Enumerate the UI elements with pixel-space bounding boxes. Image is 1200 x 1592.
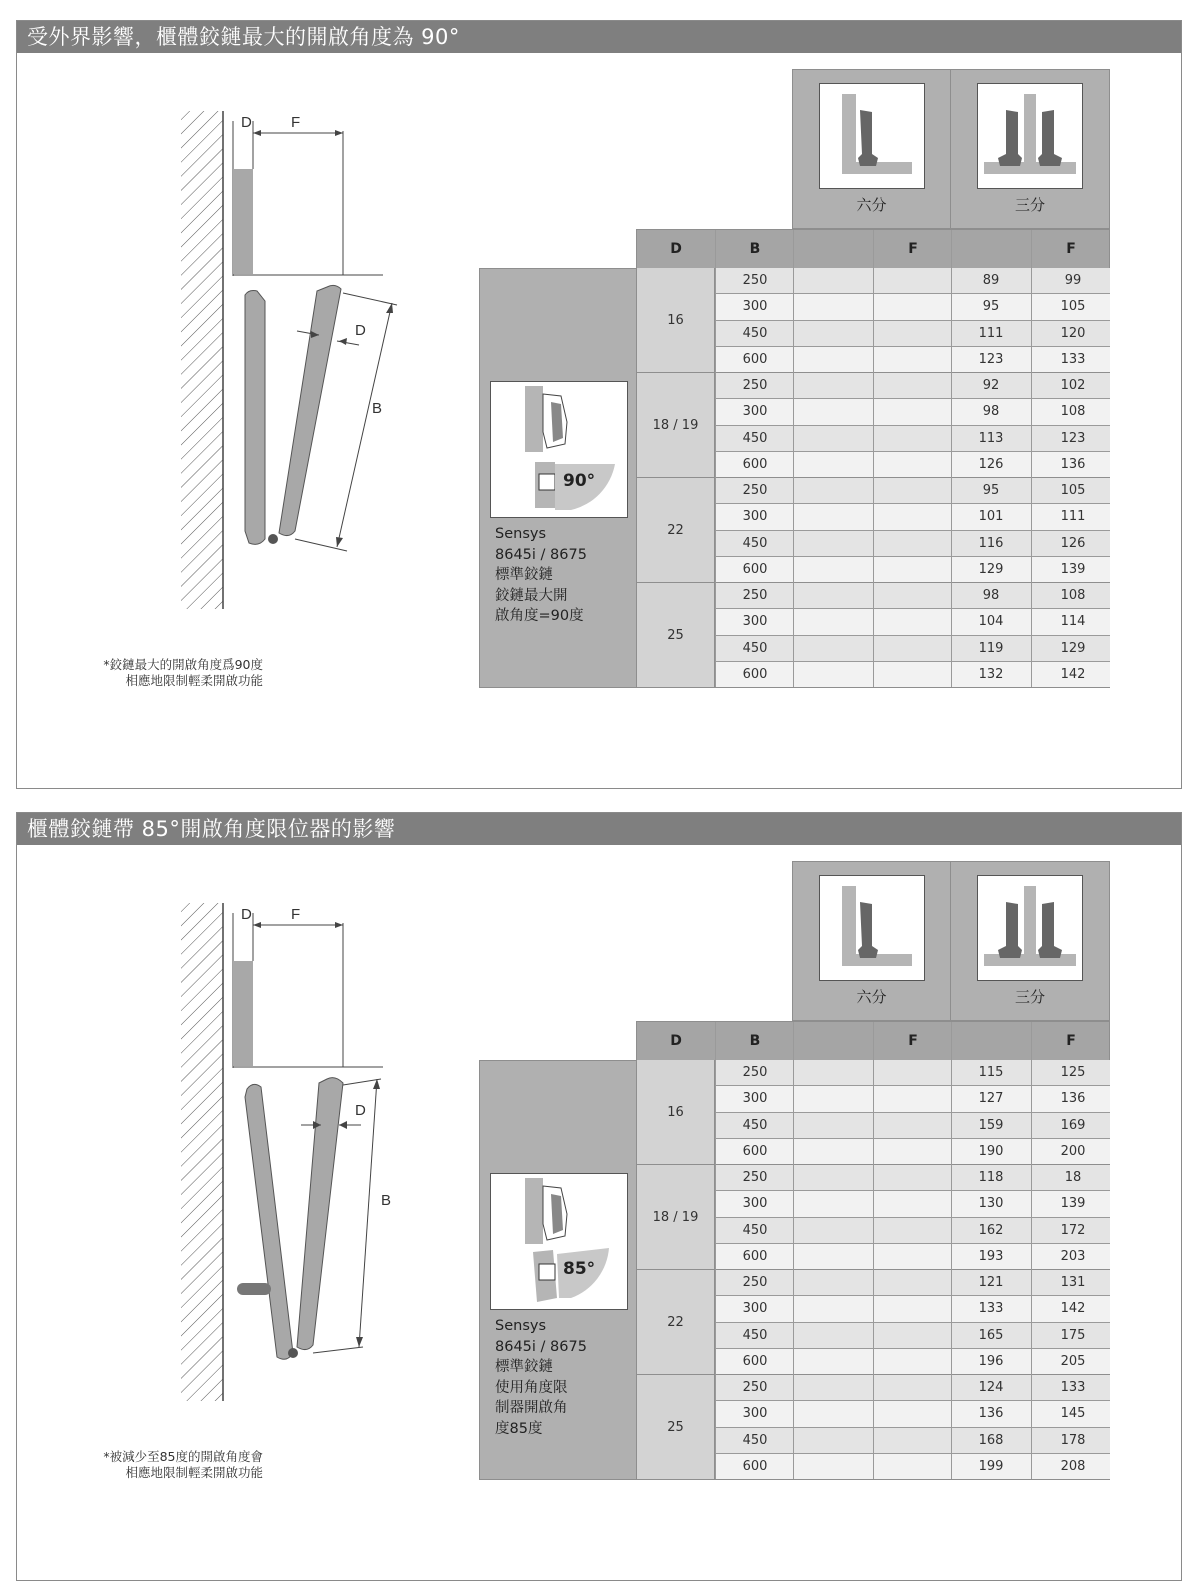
d-group-cell: 16 — [637, 268, 715, 373]
table-row — [715, 1086, 1110, 1112]
f-three-value: 139 — [1060, 561, 1086, 577]
b-value: 600 — [742, 456, 768, 472]
header-overlay-three — [950, 69, 1110, 229]
d-group-cell: 16 — [637, 1060, 715, 1165]
table-row — [715, 1428, 1110, 1454]
product-description — [495, 524, 587, 627]
f-value-table — [636, 268, 1110, 688]
product-description — [495, 1316, 587, 1439]
b-value: 250 — [742, 1275, 768, 1290]
f-three-value: 200 — [1060, 1143, 1086, 1159]
f-three-value: 133 — [1060, 1380, 1086, 1395]
table-row — [715, 1060, 1110, 1086]
header-three-label: 三分 — [1014, 988, 1045, 1006]
b-value: 300 — [742, 1301, 768, 1317]
f-six-value: 118 — [978, 1170, 1004, 1185]
b-value: 450 — [742, 535, 768, 551]
d-group-cell: 22 — [637, 1270, 715, 1375]
b-value: 250 — [742, 483, 768, 498]
b-value: 300 — [742, 1196, 768, 1212]
b-value: 600 — [742, 1353, 768, 1369]
b-value: 250 — [742, 1380, 768, 1395]
header-three-label: 三分 — [1014, 196, 1045, 214]
b-value: 300 — [742, 614, 768, 630]
table-row — [715, 294, 1110, 320]
d-group-cell: 22 — [637, 478, 715, 583]
b-value: 250 — [742, 1170, 768, 1185]
overlay-three-icon — [977, 83, 1083, 189]
col-b: B — [749, 1033, 761, 1049]
f-three-value: 105 — [1060, 299, 1086, 315]
footnote: *被減少至85度的開啟角度會 相應地限制輕柔開啟功能 — [103, 1449, 263, 1480]
f-six-value: 196 — [978, 1353, 1004, 1369]
footnote: *鉸鏈最大的開啟角度爲90度 相應地限制輕柔開啟功能 — [103, 657, 263, 688]
label-d-mid: D — [355, 1102, 366, 1119]
table-row — [715, 583, 1110, 609]
table-row — [715, 1244, 1110, 1270]
table-row — [715, 426, 1110, 452]
col-f-three: F — [1066, 241, 1076, 257]
table-row — [715, 1191, 1110, 1217]
hinge-door-diagram — [167, 91, 407, 631]
header-overlay-six — [792, 861, 951, 1021]
b-value: 300 — [742, 1406, 768, 1422]
table-row — [715, 1296, 1110, 1322]
hinge-door-diagram — [167, 883, 407, 1423]
header-overlay-six — [792, 69, 951, 229]
label-d-top: D — [241, 906, 252, 923]
f-three-value: 142 — [1060, 666, 1086, 682]
cabinet-panel — [233, 961, 253, 1066]
f-six-value: 119 — [978, 640, 1004, 656]
hinge-angle-picture — [490, 1173, 628, 1310]
table-row — [715, 557, 1110, 583]
cabinet-panel — [233, 169, 253, 274]
f-three-value: 125 — [1060, 1065, 1086, 1080]
f-three-value: 136 — [1060, 1091, 1086, 1107]
table-row — [715, 1349, 1110, 1375]
f-three-value: 133 — [1060, 351, 1086, 367]
wall-hatch — [181, 903, 223, 1401]
product-panel — [479, 268, 637, 688]
f-three-value: 139 — [1060, 1196, 1086, 1212]
f-six-value: 193 — [978, 1248, 1004, 1264]
b-value: 300 — [742, 1091, 768, 1107]
f-six-value: 165 — [978, 1327, 1004, 1343]
table-row — [715, 531, 1110, 557]
f-six-value: 123 — [978, 351, 1004, 367]
f-six-value: 98 — [982, 588, 1000, 603]
f-six-value: 111 — [978, 325, 1004, 341]
f-three-value: 172 — [1060, 1222, 1086, 1238]
section-85-degree — [16, 812, 1182, 1581]
b-value: 600 — [742, 666, 768, 682]
wall-hatch — [181, 111, 223, 609]
table-row — [715, 399, 1110, 425]
table-row — [715, 1323, 1110, 1349]
b-value: 300 — [742, 509, 768, 525]
label-d-mid: D — [355, 322, 366, 339]
desc-line: 標準鉸鏈 — [495, 1359, 553, 1375]
table-row — [715, 1218, 1110, 1244]
f-six-value: 162 — [978, 1222, 1004, 1238]
b-value: 600 — [742, 1248, 768, 1264]
fixed-panel — [245, 291, 265, 545]
desc-line: 使用角度限 — [495, 1379, 568, 1396]
f-three-value: 136 — [1060, 456, 1086, 472]
f-six-value: 129 — [978, 561, 1004, 577]
f-six-value: 89 — [982, 273, 1000, 288]
table-row — [715, 1165, 1110, 1191]
f-three-value: 175 — [1060, 1327, 1086, 1343]
b-value: 450 — [742, 640, 768, 656]
b-value: 600 — [742, 561, 768, 577]
d-group-cell: 18 / 19 — [637, 1165, 715, 1270]
label-f-top: F — [291, 906, 301, 923]
d-group-cell: 25 — [637, 583, 715, 688]
b-value: 450 — [742, 1327, 768, 1343]
desc-line: 標準鉸鏈 — [495, 567, 553, 583]
table-row — [715, 1454, 1110, 1480]
f-three-value: 18 — [1064, 1170, 1082, 1185]
label-d-top: D — [241, 114, 252, 131]
b-value: 600 — [742, 1143, 768, 1159]
d-group-cell: 18 / 19 — [637, 373, 715, 478]
hinge-angle-picture — [490, 381, 628, 518]
desc-line: 8645i / 8675 — [495, 1338, 587, 1355]
label-b: B — [372, 400, 383, 417]
table-row — [715, 478, 1110, 504]
f-three-value: 99 — [1064, 273, 1082, 288]
f-six-value: 92 — [982, 378, 1000, 393]
f-six-value: 101 — [978, 509, 1004, 525]
door-panel — [297, 1078, 343, 1350]
fixed-panel — [245, 1084, 293, 1359]
f-six-value: 124 — [978, 1380, 1004, 1395]
angle-limiter — [237, 1283, 271, 1295]
table-header — [636, 229, 1110, 269]
col-f-six: F — [908, 1033, 918, 1049]
f-three-value: 108 — [1060, 588, 1086, 603]
f-six-value: 159 — [978, 1117, 1004, 1133]
table-row — [715, 1139, 1110, 1165]
f-six-value: 190 — [978, 1143, 1004, 1159]
header-six-label: 六分 — [856, 196, 887, 214]
f-three-value: 145 — [1060, 1406, 1086, 1422]
f-six-value: 115 — [978, 1065, 1004, 1080]
f-six-value: 199 — [978, 1458, 1004, 1474]
col-d: D — [670, 1033, 682, 1049]
table-row — [715, 1113, 1110, 1139]
f-three-value: 178 — [1060, 1432, 1086, 1448]
col-d: D — [670, 241, 682, 257]
f-three-value: 123 — [1060, 430, 1086, 446]
f-six-value: 136 — [978, 1406, 1004, 1422]
table-row — [715, 1270, 1110, 1296]
f-six-value: 126 — [978, 456, 1004, 472]
f-three-value: 203 — [1060, 1248, 1086, 1264]
section-title: 櫃體鉸鏈帶 85°開啟角度限位器的影響 — [17, 813, 1181, 845]
f-three-value: 208 — [1060, 1458, 1086, 1474]
f-three-value: 111 — [1060, 509, 1086, 525]
f-six-value: 130 — [978, 1196, 1004, 1212]
section-title: 受外界影響，櫃體鉸鏈最大的開啟角度為 90° — [17, 21, 1181, 53]
f-six-value: 116 — [978, 535, 1004, 551]
f-six-value: 95 — [982, 483, 1000, 498]
desc-line: 制器開啟角 — [495, 1400, 568, 1416]
label-f-top: F — [291, 114, 301, 131]
overlay-six-icon — [819, 875, 925, 981]
table-row — [715, 609, 1110, 635]
f-three-value: 108 — [1060, 404, 1086, 420]
desc-line: 鉸鏈最大開 — [495, 587, 568, 604]
f-three-value: 131 — [1060, 1275, 1086, 1290]
desc-line: 啟角度=90度 — [495, 608, 584, 624]
f-three-value: 129 — [1060, 640, 1086, 656]
f-value-table — [636, 1060, 1110, 1480]
header-six-label: 六分 — [856, 988, 887, 1006]
product-panel — [479, 1060, 637, 1480]
table-row — [715, 347, 1110, 373]
col-f-six: F — [908, 241, 918, 257]
overlay-three-icon — [977, 875, 1083, 981]
f-six-value: 98 — [982, 404, 1000, 420]
f-three-value: 105 — [1060, 483, 1086, 498]
table-header — [636, 1021, 1110, 1061]
col-b: B — [749, 241, 761, 257]
table-row — [715, 662, 1110, 688]
table-row — [715, 452, 1110, 478]
b-value: 250 — [742, 1065, 768, 1080]
table-row — [715, 504, 1110, 530]
col-f-three: F — [1066, 1033, 1076, 1049]
table-row — [715, 1401, 1110, 1427]
desc-line: 8645i / 8675 — [495, 546, 587, 563]
f-six-value: 121 — [978, 1275, 1004, 1290]
b-value: 250 — [742, 378, 768, 393]
table-row — [715, 321, 1110, 347]
d-group-cell: 25 — [637, 1375, 715, 1480]
f-three-value: 142 — [1060, 1301, 1086, 1317]
table-row — [715, 373, 1110, 399]
f-three-value: 114 — [1060, 614, 1086, 630]
table-row — [715, 636, 1110, 662]
b-value: 300 — [742, 404, 768, 420]
f-six-value: 132 — [978, 666, 1004, 682]
desc-line: 度85度 — [495, 1420, 543, 1437]
desc-line: Sensys — [495, 1318, 547, 1334]
f-six-value: 127 — [978, 1091, 1004, 1107]
angle-label: 85° — [563, 1259, 596, 1279]
f-three-value: 102 — [1060, 378, 1086, 393]
f-six-value: 113 — [978, 430, 1004, 446]
f-three-value: 120 — [1060, 325, 1086, 341]
b-value: 250 — [742, 273, 768, 288]
b-value: 600 — [742, 1458, 768, 1474]
desc-line: Sensys — [495, 526, 547, 542]
angle-label: 90° — [563, 471, 596, 491]
b-value: 450 — [742, 1222, 768, 1238]
header-overlay-three — [950, 861, 1110, 1021]
label-b: B — [381, 1192, 392, 1209]
b-value: 450 — [742, 430, 768, 446]
b-value: 450 — [742, 1117, 768, 1133]
b-value: 450 — [742, 325, 768, 341]
f-six-value: 133 — [978, 1301, 1004, 1317]
section-90-degree — [16, 20, 1182, 789]
overlay-six-icon — [819, 83, 925, 189]
door-panel — [279, 285, 341, 535]
b-value: 250 — [742, 588, 768, 603]
f-six-value: 95 — [982, 299, 1000, 315]
b-value: 450 — [742, 1432, 768, 1448]
table-row — [715, 1375, 1110, 1401]
f-six-value: 104 — [978, 614, 1004, 630]
f-three-value: 205 — [1060, 1353, 1086, 1369]
f-three-value: 169 — [1060, 1117, 1086, 1133]
f-six-value: 168 — [978, 1432, 1004, 1448]
table-row — [715, 268, 1110, 294]
b-value: 300 — [742, 299, 768, 315]
f-three-value: 126 — [1060, 535, 1086, 551]
b-value: 600 — [742, 351, 768, 367]
